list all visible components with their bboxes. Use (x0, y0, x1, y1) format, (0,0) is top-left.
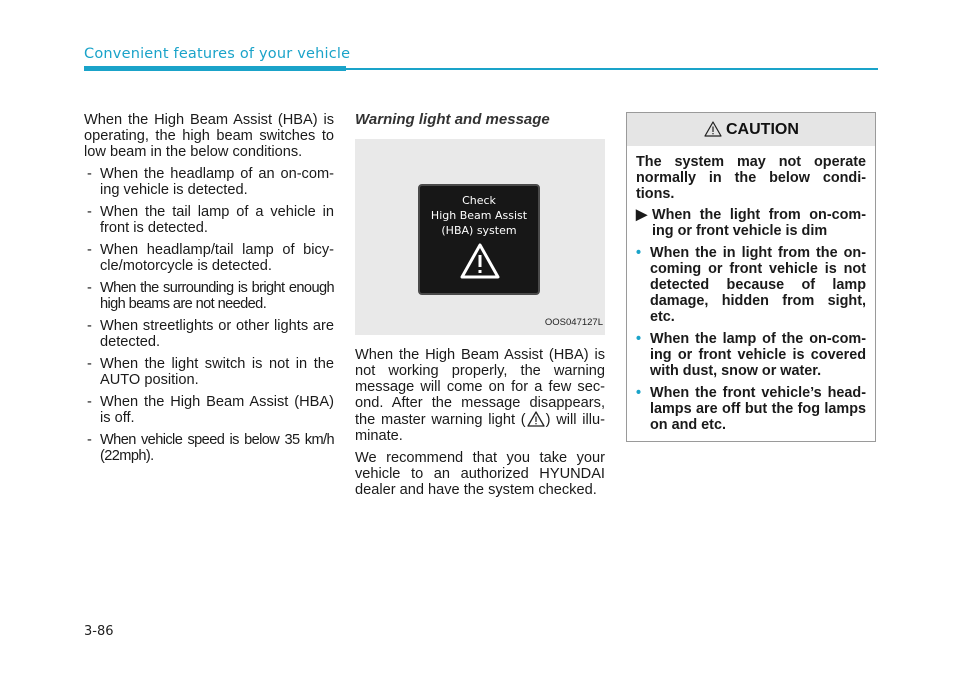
list-item: - When the tail lamp of a vehicle in front is detected. (84, 204, 334, 236)
cluster-display (418, 184, 540, 295)
paragraph-text: ) will illu- minate. (355, 412, 605, 444)
bullet-icon: • (636, 245, 642, 261)
caution-body (627, 146, 875, 433)
caution-intro: The system may not operate normally in the below condi- tions. (636, 154, 866, 202)
dealer-recommendation: We recommend that you take your vehicle to an authorized HYUNDAI dealer and have the system checked. (355, 450, 605, 498)
middle-column (355, 112, 605, 504)
bullet-text: When the in light from the on- coming or front vehicle is not detected because of lamp damage, hidden from sight, etc. (650, 245, 866, 325)
arrow-right-icon: ▶ (636, 207, 648, 223)
bullet-text: When the front vehicle’s head- lamps are off but the fog lamps on and etc. (650, 385, 866, 433)
list-item (636, 245, 866, 325)
cluster-message-figure (355, 139, 605, 335)
section-title: Convenient features of your vehicle (84, 46, 351, 62)
conditions-list (84, 166, 334, 464)
list-item: - When the headlamp of an on-com- ing vehicle is detected. (84, 166, 334, 198)
arrow-item-text: When the light from on-com- ing or front vehicle is dim (652, 207, 866, 239)
warning-triangle-icon (704, 121, 722, 137)
list-item (636, 385, 866, 433)
page-number: 3-86 (84, 624, 114, 639)
caution-title: CAUTION (726, 121, 799, 138)
hba-warning-paragraph (355, 347, 605, 444)
list-item: - When the surrounding is bright enough high beams are not needed. (84, 280, 334, 312)
caution-bullet-list (636, 245, 866, 433)
bullet-icon: • (636, 385, 642, 401)
header-rule-thin (346, 68, 878, 70)
bullet-text: When the lamp of the on-com- ing or front vehicle is covered with dust, snow or water. (650, 331, 866, 379)
caution-arrow-item (636, 207, 866, 239)
display-line: High Beam Assist (430, 209, 528, 222)
warning-triangle-icon (459, 242, 501, 280)
caution-box (626, 112, 876, 442)
list-item: - When the light switch is not in the AUTO position. (84, 356, 334, 388)
left-column (84, 112, 334, 470)
hba-intro: When the High Beam Assist (HBA) is operating, the high beam switches to low beam in the below conditions. (84, 112, 334, 160)
list-item: - When vehicle speed is below 35 km/h (22mph). (84, 432, 334, 464)
caution-header (627, 113, 875, 146)
list-item: - When streetlights or other lights are detected. (84, 318, 334, 350)
list-item: - When headlamp/tail lamp of bicy- cle/motorcycle is detected. (84, 242, 334, 274)
display-message (420, 193, 538, 238)
list-item: - When the High Beam Assist (HBA) is off. (84, 394, 334, 426)
list-item (636, 331, 866, 379)
display-line: Check (462, 194, 496, 207)
figure-code: OOS047127L (544, 317, 603, 328)
master-warning-icon (527, 411, 545, 427)
paragraph-text: When the High Beam Assist (HBA) is not working properly, the warning message will come on for a few sec- ond. After the message disappears, the master warning light ( (355, 347, 605, 428)
bullet-icon: • (636, 331, 642, 347)
warning-subheading: Warning light and message (355, 111, 550, 128)
display-line: (HBA) system (441, 224, 517, 237)
header-rule-thick (84, 66, 346, 71)
